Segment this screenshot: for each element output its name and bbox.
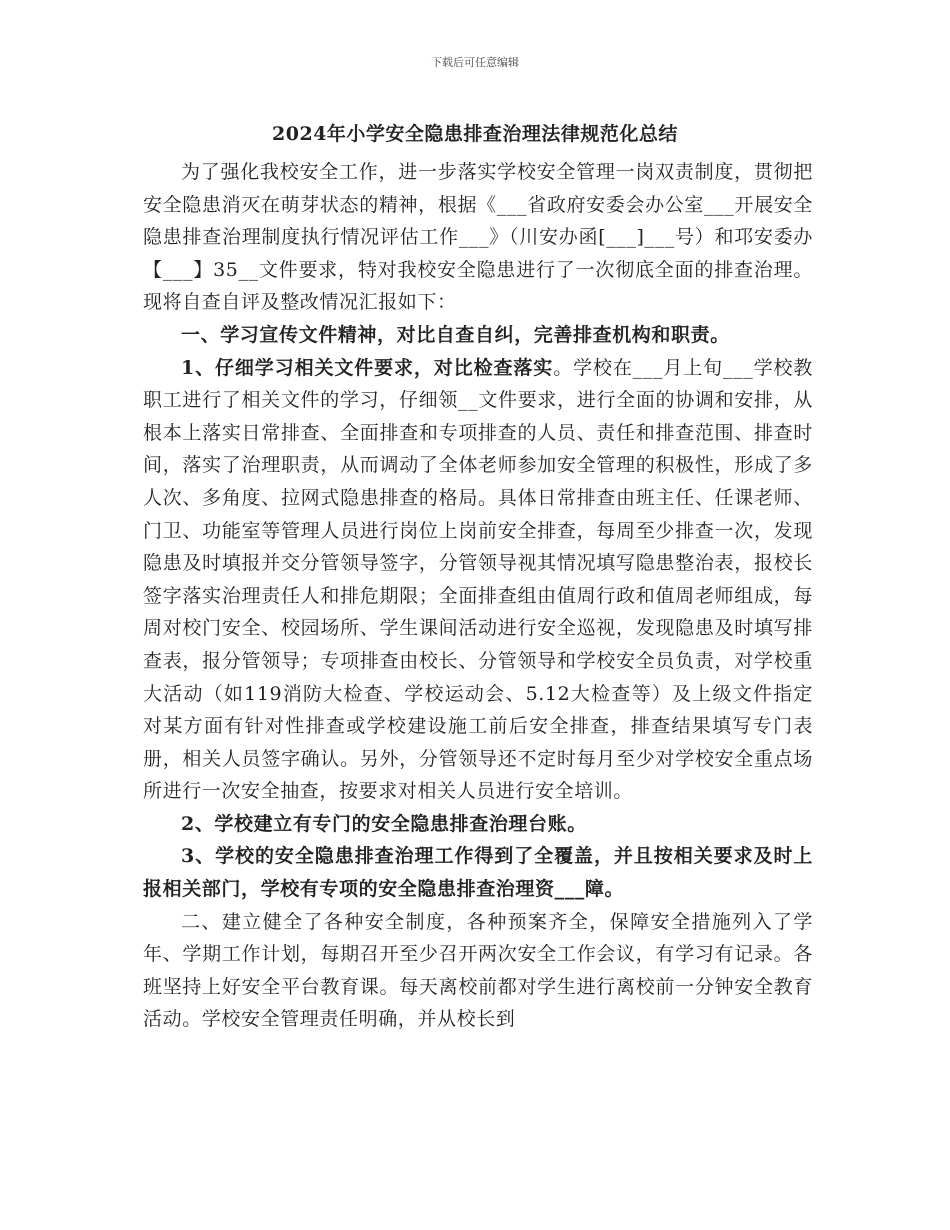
- subsection-1-lead: 1、仔细学习相关文件要求，对比检查落实: [181, 356, 554, 379]
- subsection-1-body: 。学校在___月上旬___学校教职工进行了相关文件的学习，仔细领__文件要求，进行全面的协调和安排，从根本上落实日常排查、全面排查和专项排查的人员、责任和排查范围、排查时间，落实了治理职责，从而调动了全体老师参加安全管理的积极性，形成了多人次、多角度、拉网式隐患排查的格局。具体日常排查由班主任、任课老师、门卫、功能室等管理人员进行岗位上岗前安全排查，每周至少排查一次，发现隐患及时填报并交分管领导签字，分管领导视其情况填写隐患整治表，报校长签字落实治理责任人和排危期限；全面排查组由值周行政和值周老师组成，每周对校门安全、校园场所、学生课间活动进行安全巡视，发现隐患及时填写排查表，报分管领导；专项排查由校长、分管领导和学校安全员负责，对学校重大活动（如119消防大检查、学校运动会、5.12大检查等）及上级文件指定对某方面有针对性排查或学校建设施工前后安全排查，排查结果填写专门表册，相关人员签字确认。另外，分管领导还不定时每月至少对学校安全重点场所进行一次安全抽查，按要求对相关人员进行安全培训。: [143, 356, 814, 803]
- subsection-1-paragraph: [143, 352, 813, 808]
- intro-paragraph: 为了强化我校安全工作，进一步落实学校安全管理一岗双责制度，贯彻把安全隐患消灭在萌芽状态的精神，根据《___省政府安委会办公室___开展安全隐患排查治理制度执行情况评估工作___》（川安办函[___]___号）和邛安委办【___】35__文件要求，特对我校安全隐患进行了一次彻底全面的排查治理。现将自查自评及整改情况汇报如下：: [143, 161, 813, 314]
- subsection-2: 2、学校建立有专门的安全隐患排查治理台账。: [181, 812, 587, 835]
- section-heading-1: 一、学习宣传文件精神，对比自查自纠，完善排查机构和职责。: [181, 323, 730, 346]
- document-title: 2024年小学安全隐患排查治理法律规范化总结: [272, 123, 678, 145]
- section-2-paragraph: 二、建立健全了各种安全制度，各种预案齐全，保障安全措施列入了学年、学期工作计划，每期召开至少召开两次安全工作会议，有学习有记录。各班坚持上好安全平台教育课。每天离校前都对学生进行离校前一分钟安全教育活动。学校安全管理责任明确，并从校长到: [143, 910, 813, 1031]
- document-body: [143, 156, 813, 1036]
- page-header: 下载后可任意编辑: [431, 56, 519, 69]
- subsection-3: 3、学校的安全隐患排查治理工作得到了全覆盖，并且按相关要求及时上报相关部门，学校有专项的安全隐患排查治理资___障。: [143, 845, 813, 901]
